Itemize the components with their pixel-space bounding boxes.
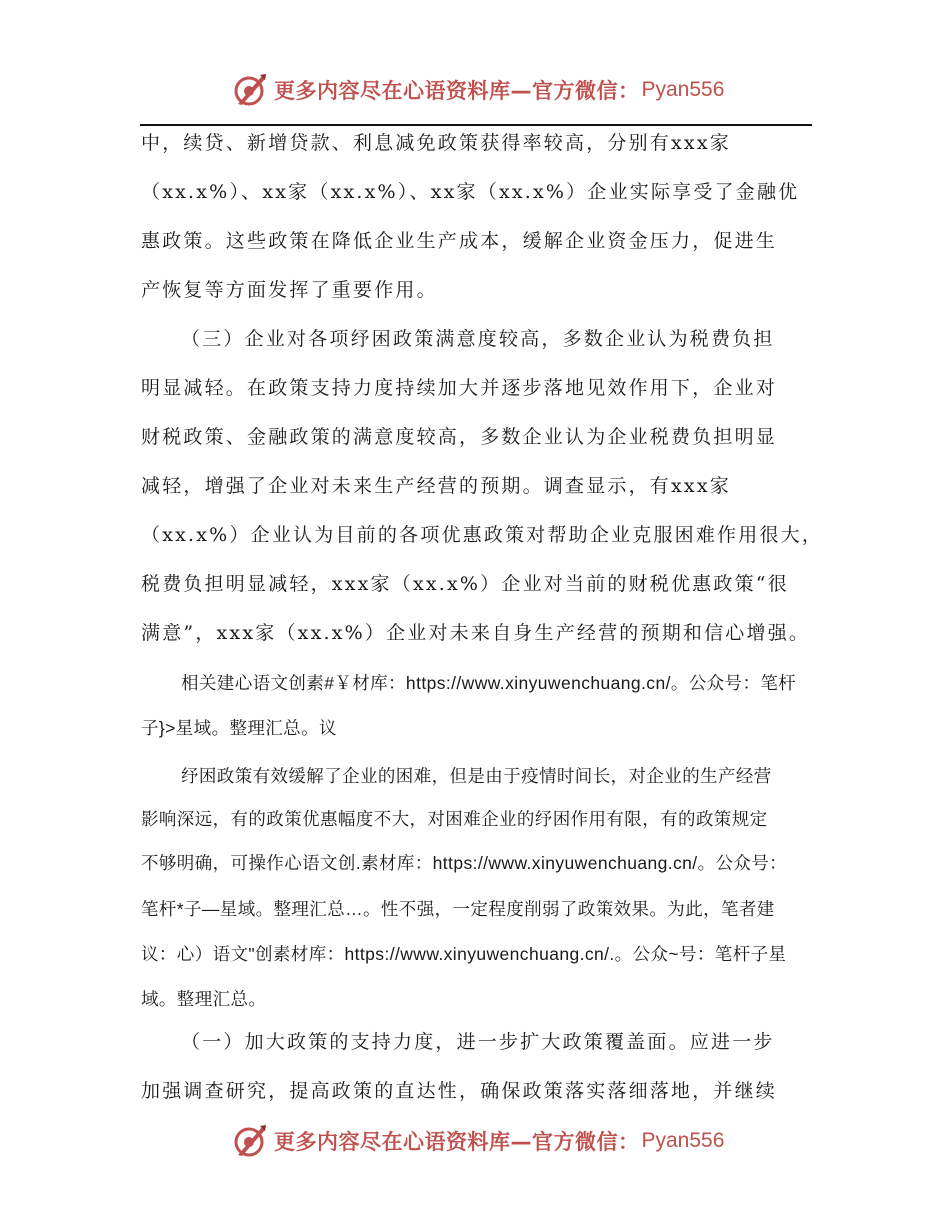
- text-line: 影响深远，有的政策优惠幅度不大，对困难企业的纾困作用有限，有的政策规定: [141, 809, 768, 829]
- wechat-id: Pyan556: [641, 1129, 725, 1152]
- text-line: （xx.x%）企业认为目前的各项优惠政策对帮助企业克服困难作用很大，: [141, 524, 824, 546]
- text-line: 中，续贷、新增贷款、利息减免政策获得率较高，分别有xxx家: [141, 132, 731, 154]
- text-line: 加强调查研究，提高政策的直达性，确保政策落实落细落地，并继续: [141, 1080, 778, 1102]
- section-heading-line: （一）加大政策的支持力度，进一步扩大政策覆盖面。应进一步: [181, 1031, 775, 1053]
- wechat-id: Pyan556: [641, 78, 725, 101]
- text-line: 域。整理汇总。: [141, 989, 267, 1009]
- section-heading-line: （三）企业对各项纾困政策满意度较高，多数企业认为税费负担: [181, 328, 775, 350]
- text-line: 明显减轻。在政策支持力度持续加大并逐步落地见效作用下，企业对: [141, 377, 778, 399]
- text-line: 满意”，xxx家（xx.x%）企业对未来自身生产经营的预期和信心增强。: [141, 622, 811, 644]
- text-line: 不够明确，可操作心语文创.素材库：https://www.xinyuwenchuang.cn/。公众号：: [141, 853, 788, 873]
- text-line: 议：心）语文"创素材库：https://www.xinyuwenchuang.cn/.。公众~号：笔杆子星: [141, 944, 787, 964]
- text-line: 笔杆*子—星域。整理汇总…。性不强，一定程度削弱了政策效果。为此，笔者建: [141, 899, 775, 919]
- text-line: 产恢复等方面发挥了重要作用。: [141, 279, 438, 301]
- text-line: 相关建心语文创素#￥材库：https://www.xinyuwenchuang.cn/。公众号：笔杆: [181, 673, 797, 693]
- text-line: 财税政策、金融政策的满意度较高，多数企业认为企业税费负担明显: [141, 426, 778, 448]
- text-line: 税费负担明显减轻，xxx家（xx.x%）企业对当前的财税优惠政策“很: [141, 573, 789, 595]
- text-line: 惠政策。这些政策在降低企业生产成本，缓解企业资金压力，促进生: [141, 230, 778, 252]
- text-line: 减轻，增强了企业对未来生产经营的预期。调查显示，有xxx家: [141, 475, 731, 497]
- footer-banner: [232, 1121, 724, 1161]
- text-line: （xx.x%）、xx家（xx.x%）、xx家（xx.x%）企业实际享受了金融优: [141, 181, 800, 203]
- quill-pen-seal-icon: [232, 1123, 268, 1159]
- banner-text: 更多内容尽在心语资料库—官方微信：: [274, 79, 640, 103]
- banner-text: 更多内容尽在心语资料库—官方微信：: [274, 1130, 640, 1154]
- text-line: 纾困政策有效缓解了企业的困难，但是由于疫情时间长，对企业的生产经营: [181, 766, 772, 786]
- text-line: 子}>星域。整理汇总。议: [141, 718, 337, 738]
